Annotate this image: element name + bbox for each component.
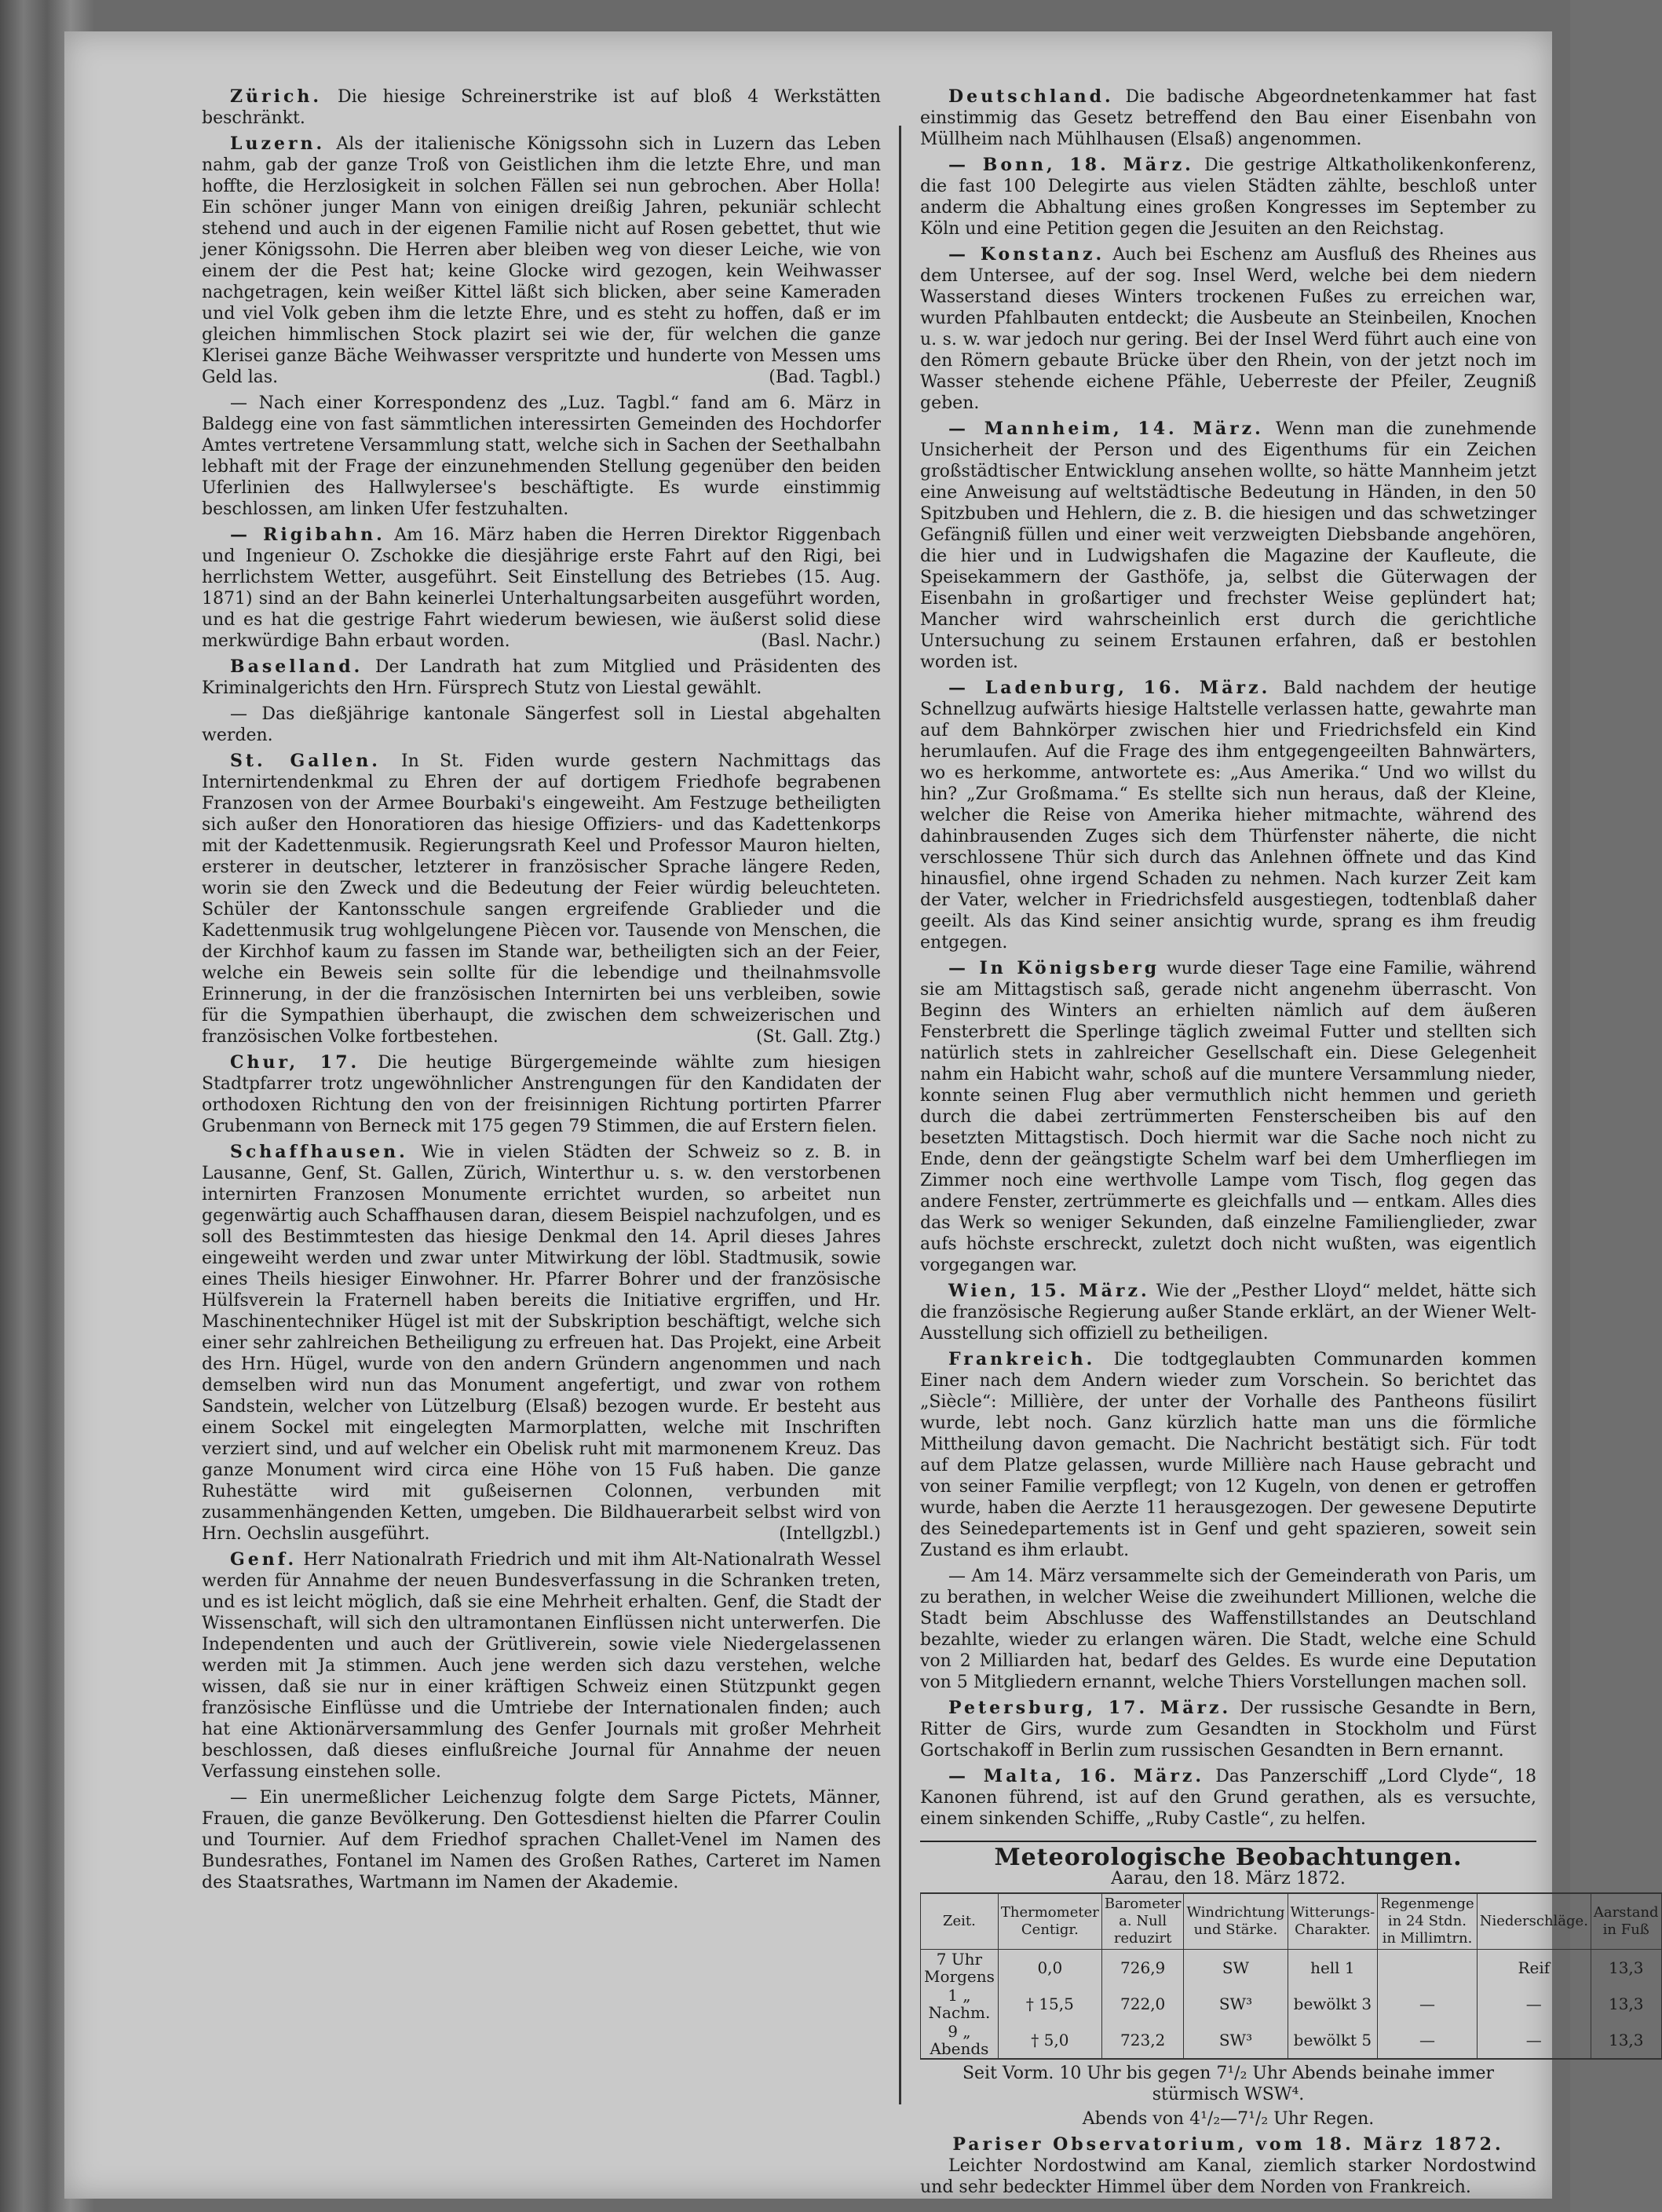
article-chur: Chur, 17. Die heutige Bürgergemeinde wählte zum hiesigen Stadtpfarrer trotz ungewöhnlicher Anstrengungen für den Kandidaten der orthodoxen Richtung den von der freisinnigen Richtung portirten Pfarrer Grubenmann von Berneck mit 175 gegen 79 Stimmen, die auf Erstern fielen.	[202, 1052, 881, 1136]
weather-cell: Reif	[1477, 1950, 1591, 1987]
article-bonn: — Bonn, 18. März. Die gestrige Altkatholikenkonferenz, die fast 100 Delegirte aus vielen Städten zählte, beschloß unter anderm die Abhaltung eines großen Kongresses im September zu Köln und eine Petition gegen die Jesuiten an den Reichstag.	[920, 155, 1536, 239]
weather-cell: 726,9	[1101, 1950, 1184, 1987]
paris-observatory-title: Pariser Observatorium, vom 18. März 1872.	[952, 2134, 1504, 2155]
column-rule	[899, 126, 901, 2104]
weather-cell: SW	[1184, 1950, 1288, 1987]
weather-cell: 13,3	[1591, 1986, 1661, 2022]
weather-cell: 13,3	[1591, 2022, 1661, 2059]
weather-cell: bewölkt 5	[1288, 2022, 1378, 2059]
article-paris-gemeinderath: — Am 14. März versammelte sich der Gemeinderath von Paris, um zu berathen, in welcher Weise die zweihundert Millionen, welche die Stadt beim Abschlusse des Waffenstillstandes an Deutschland bezahlte, wieder zu erlangen wären. Die Stadt, welche eine Schuld von 2 Milliarden hat, bedarf des Geldes. Es wurde eine Deputation von 5 Mitgliedern ernannt, welche Thiers Vorstellungen machen soll.	[920, 1567, 1536, 1692]
weather-cell: —	[1477, 2022, 1591, 2059]
weather-cell: —	[1477, 1986, 1591, 2022]
article-mannheim: — Mannheim, 14. März. Wenn man die zunehmende Unsicherheit der Person und des Eigenthums für ein Zeichen großstädtischer Entwicklung ansehen wollte, so hätte Mannheim jetzt eine Anweisung auf weltstädtische Bedeutung in Händen, in den 50 Spitzbuben und Hehlern, die z. B. die hiesigen und das schwetzinger Gefängniß füllen und einer weit verzweigten Diebsbande angehören, die hier und in Ludwigshafen die Magazine der Kaufleute, die Speisekammern der Gasthöfe, ja, selbst die Güterwagen der Eisenbahn in großartiger und frechster Weise geplündert hat; Mancher wird wahrscheinlich erst durch die gerichtliche Untersuchung zu seinem Erstaunen erfahren, daß er bestohlen worden ist.	[920, 419, 1536, 672]
weather-row	[921, 1986, 1662, 2022]
weather-header: Regenmenge in 24 Stdn. in Millimtrn.	[1378, 1893, 1477, 1950]
weather-subtitle: Aarau, den 18. März 1872.	[1111, 1869, 1346, 1888]
article-zuerich: Zürich. Die hiesige Schreinerstrike ist auf bloß 4 Werkstätten beschränkt.	[202, 86, 881, 128]
article-malta: — Malta, 16. März. Das Panzerschiff „Lord Clyde“, 18 Kanonen führend, ist auf den Grund gerathen, als es versuchte, einem sinkenden Schiffe, „Ruby Castle“, zu helfen.	[920, 1766, 1536, 1829]
article-petersburg: Petersburg, 17. März. Der russische Gesandte in Bern, Ritter de Girs, wurde zum Gesandten in Stockholm und Fürst Gortschakoff in Berlin zum russischen Gesandten in Bern ernannt.	[920, 1698, 1536, 1760]
weather-cell: 0,0	[998, 1950, 1101, 1987]
weather-cell: SW³	[1184, 2022, 1288, 2059]
article-luzern: Luzern. Als der italienische Königssohn sich in Luzern das Leben nahm, gab der ganze Troß von Geistlichen ihm die letzte Ehre, und man hoffte, die Herzlosigkeit in solchen Fällen sei nun gebrochen. Aber Holla! Ein schöner junger Mann von einigen dreißig Jahren, pekuniär schlecht stehend und auch in der eigenen Familie nicht auf Rosen gebettet, thut wie jener Königssohn. Die Herren aber bleiben weg von dieser Leiche, wie von einem der die Pest hat; keine Glocke wird gezogen, kein Weihwasser nachgetragen, kein weißer Kittel läßt sich blicken, aber seine Kameraden und viel Volk geben ihm die letzte Ehre, und es steht zu hoffen, daß er im gleichen himmlischen Stock plazirt sei wie der, für welchen die ganze Klerisei ganze Bäche Weihwasser verspritzte und hunderte von Messen ums Geld las. (Bad. Tagbl.)	[202, 133, 881, 387]
newspaper-page	[64, 31, 1659, 2199]
weather-header: Zeit.	[921, 1893, 999, 1950]
weather-cell: 723,2	[1101, 2022, 1184, 2059]
weather-cell: † 5,0	[998, 2022, 1101, 2059]
article-st-gallen: St. Gallen. In St. Fiden wurde gestern Nachmittags das Internirtendenkmal zu Ehren der auf dortigem Friedhofe begrabenen Franzosen von der Armee Bourbaki's eingeweiht. Am Festzuge betheiligten sich außer den Honoratioren das hiesige Offiziers- und das Kadettenkorps mit der Kadettenmusik. Regierungsrath Keel und Professor Mauron hielten, ersterer in deutscher, letzterer in französischer Sprache längere Reden, worin sie den Zweck und die Bedeutung der Feier würdig beleuchteten. Schüler der Kantonsschule sangen ergreifende Grablieder und die Kadettenmusik trug wohlgelungene Piècen vor. Tausende von Menschen, die der Kirchhof kaum zu fassen im Stande war, betheiligten sich an der Feier, welche ein Beweis sein sollte für die lebendige und theilnahmsvolle Erinnerung, in der die französischen Internirten bei uns verbleiben, sowie für die Sympathien überhaupt, die zwischen dem schweizerischen und französischen Volke fortbestehen. (St. Gall. Ztg.)	[202, 751, 882, 1047]
article-baselland-saengerfest: — Das dießjährige kantonale Sängerfest soll in Liestal abgehalten werden.	[202, 704, 881, 745]
weather-section	[920, 1841, 1659, 2198]
left-column	[202, 86, 881, 2167]
weather-cell	[1378, 1950, 1477, 1987]
article-genf-leichenzug: — Ein unermeßlicher Leichenzug folgte dem Sarge Pictets, Männer, Frauen, die ganze Bevölkerung. Den Gottesdienst hielten die Pfarrer Coulin und Tournier. Auf dem Friedhof sprachen Challet-Venel im Namen des Bundesrathes, Fontanel im Namen des Großen Rathes, Carteret im Namen des Staatsrathes, Wartmann im Namen der Akademie.	[202, 1788, 881, 1892]
weather-header: Aarstand in Fuß	[1591, 1893, 1661, 1950]
article-genf: Genf. Herr Nationalrath Friedrich und mit ihm Alt-Nationalrath Wessel werden für Annahme der neuen Bundesverfassung in die Schranken treten, und es ist leicht möglich, daß sie eine Mehrheit erhalten. Genf, die Stadt der Wissenschaft, will sich den ultramontanen Einflüssen nicht unterwerfen. Die Independenten und auch der Grütliverein, sowie viele Niedergelassenen werden mit Ja stimmen. Auch jene werden sich dazu verstehen, welche wissen, daß sie nur in einer kräftigen Schweiz einen Stützpunkt gegen französische Einflüsse und die Umtriebe der Internationalen finden; auch hat eine Aktionärversammlung des Genfer Journals mit großer Mehrheit beschlossen, daß dieses einflußreiche Journal für Annahme der neuen Verfassung einstehen solle.	[202, 1549, 881, 1782]
weather-title: Meteorologische Beobachtungen.	[994, 1844, 1463, 1871]
article-ladenburg: — Ladenburg, 16. März. Bald nachdem der heutige Schnellzug aufwärts hiesige Haltstelle verlassen hatte, gewahrte man auf dem Bahnkörper zwischen hier und Friedrichsfeld ein Kind herumlaufen. Auf die Frage des ihm entgegengeeilten Bahnwärters, wo es herkomme, antwortete es: „Aus Amerika.“ Und wo willst du hin? „Zur Großmama.“ Es stellte sich nun heraus, daß der Kleine, welcher die Reise von Amerika hieher mitmachte, während des dahinbrausenden Zuges sich dem Thürfenster näherte, die nicht verschlossene Thür sich durch das Anlehnen öffnete und das Kind hinausfiel, ohne irgend Schaden zu nehmen. Nach kurzer Zeit kam der Vater, welcher in Friedrichsfeld ausgestiegen, todtenblaß daher geeilt. Als das Kind seiner ansichtig wurde, sprang es ihm freudig entgegen.	[920, 678, 1536, 952]
weather-header: Barometer a. Null reduzirt	[1101, 1893, 1184, 1950]
article-baselland: Baselland. Der Landrath hat zum Mitglied und Präsidenten des Kriminalgerichts den Hrn. Fürsprech Stutz von Liestal gewählt.	[202, 656, 882, 698]
weather-row	[921, 2022, 1662, 2059]
weather-footer-1: Seit Vorm. 10 Uhr bis gegen 7¹/₂ Uhr Abends beinahe immer stürmisch WSW⁴.	[962, 2064, 1495, 2104]
weather-cell: 722,0	[1101, 1986, 1184, 2022]
weather-row	[921, 1950, 1662, 1987]
weather-header: Niederschläge.	[1477, 1893, 1591, 1950]
weather-cell: hell 1	[1288, 1950, 1378, 1987]
weather-cell: —	[1378, 2022, 1477, 2059]
article-konstanz: — Konstanz. Auch bei Eschenz am Ausfluß des Rheines aus dem Untersee, auf der sog. Insel Werd, welche bei dem niedern Wasserstand dieses Winters trockenen Fußes zu erreichen war, wurden Pfahlbauten entdeckt; die Ausbeute an Steinbeilen, Knochen u. s. w. war jedoch nur gering. Bei der Insel Werd führt auch eine von den Römern gebaute Brücke über den Rhein, von der jetzt noch im Wasser stehende eichene Pfähle, Ueberreste der Pfeiler, Zeugniß geben.	[920, 244, 1536, 413]
article-koenigsberg: — In Königsberg wurde dieser Tage eine Familie, während sie am Mittagstisch saß, gerade nicht angenehm überrascht. Von Beginn des Winters an erhielten nämlich auf dem äußeren Fensterbrett die Sperlinge täglich zweimal Futter und stellten sich natürlich stets in zahlreicher Gesellschaft ein. Diese Gelegenheit nahm ein Habicht wahr, schoß auf die muntere Versammlung nieder, konnte seinen Flug aber vermuthlich nicht hemmen und gerieth durch die dabei zertrümmerten Fensterscheiben bis auf den besetzten Mittagstisch. Doch hiermit war die Sache noch nicht zu Ende, denn der geängstigte Schelm warf bei dem Umherfliegen im Zimmer noch eine werthvolle Lampe vom Tisch, flog gegen das andere Fenster, zertrümmerte es gleichfalls und — entkam. Alles dies das Werk so weniger Sekunden, daß einzelne Familienglieder, zwar aufs höchste erschreckt, zuletzt doch nicht wußten, was eigentlich vorgegangen war.	[920, 958, 1536, 1275]
article-rigibahn: — Rigibahn. Am 16. März haben die Herren Direktor Riggenbach und Ingenieur O. Zschokke die diesjährige erste Fahrt auf den Rigi, bei herrlichstem Wetter, ausgeführt. Seit Einstellung des Betriebes (15. Aug. 1871) sind an der Bahn keinerlei Unterhaltungsarbeiten ausgeführt worden, und es hat die gestrige Fahrt wiederum bewiesen, wie äußerst solid diese merkwürdige Bahn erbaut worden. (Basl. Nachr.)	[202, 525, 882, 651]
article-schaffhausen: Schaffhausen. Wie in vielen Städten der Schweiz so z. B. in Lausanne, Genf, St. Gallen, Zürich, Winterthur u. s. w. den verstorbenen internirten Franzosen Monumente errichtet wurden, so arbeitet nun gegenwärtig auch Schaffhausen daran, diesem Beispiel nachzufolgen, und es soll des Bestimmtesten das hiesige Denkmal den 14. April dieses Jahres eingeweiht werden und zwar unter Mitwirkung der löbl. Stadtmusik, sowie eines Theils hiesiger Einwohner. Hr. Pfarrer Bohrer und der französische Hülfsverein la Fraternell haben bereits die Initiative ergriffen, und Hr. Maschinentechniker Hügel ist mit der Subskription beschäftigt, welche sich einer sehr zahlreichen Betheiligung zu erfreuen hat. Das Projekt, eine Arbeit des Hrn. Hügel, wurde von den andern Gründern angenommen und nach demselben wird nun das Monument angefertigt, und zwar von rothem Sandstein, welcher von Lützelburg (Elsaß) bezogen wurde. Er besteht aus einem Sockel mit eingelegten Marmorplatten, welche mit Inschriften verziert sind, und auf welcher ein Obelisk ruht mit marmonenem Kreuz. Das ganze Monument wird circa eine Höhe von 15 Fuß haben. Die ganze Ruhestätte wird mit gußeisernen Colonnen, verbunden mit zusammenhängenden Ketten, umgeben. Die Bildhauerarbeit selbst wird von Hrn. Oechslin ausgeführt. (Intellgzbl.)	[202, 1142, 881, 1544]
weather-header: Thermometer Centigr.	[998, 1893, 1101, 1950]
weather-cell: 1 „ Nachm.	[921, 1986, 999, 2022]
article-wien: Wien, 15. März. Wie der „Pesther Lloyd“ meldet, hätte sich die französische Regierung außer Stande erklärt, an der Wiener Welt-Ausstellung sich offiziell zu betheiligen.	[920, 1281, 1537, 1344]
weather-cell: † 15,5	[998, 1986, 1101, 2022]
article-frankreich: Frankreich. Die todtgeglaubten Communarden kommen Einer nach dem Andern wieder zum Vorschein. So berichtet das „Siècle“: Millière, der unter der Vorhalle des Pantheons füsilirt wurde, lebt noch. Ganz kürzlich hatte man uns die förmliche Mittheilung davon gemacht. Die Nachricht bestätigt sich. Für todt auf dem Platze gelassen, wurde Millière nach Hause gebracht und von seiner Familie verpflegt; von 12 Kugeln, von denen er getroffen wurde, haben die Aerzte 11 herausgezogen. Der gewesene Deputirte des Seinedepartements ist in Genf und geht spazieren, soweit sein Zustand es ihm erlaubt.	[920, 1349, 1536, 1560]
weather-footer-2: Abends von 4¹/₂—7¹/₂ Uhr Regen.	[1082, 2109, 1375, 2129]
weather-cell: 13,3	[1591, 1950, 1661, 1987]
weather-cell: —	[1378, 1986, 1477, 2022]
article-luzern-seethalbahn: — Nach einer Korrespondenz des „Luz. Tagbl.“ fand am 6. März in Baldegg eine von fast sämmtlichen interessirten Gemeinden des Hochdorfer Amtes vertretene Versammlung statt, welche sich in Sachen der Seethalbahn lebhaft mit der Frage der einzunehmenden Stellung gegenüber den beiden Uferlinien des Hallwylersee's beschäftigte. Es wurde einstimmig beschlossen, am linken Ufer festzuhalten.	[202, 393, 881, 519]
weather-header: Witterungs-Charakter.	[1288, 1893, 1378, 1950]
paris-observatory-text: Leichter Nordostwind am Kanal, ziemlich starker Nordostwind und sehr bedeckter Himmel über dem Norden von Frankreich.	[920, 2156, 1536, 2197]
article-deutschland: Deutschland. Die badische Abgeordnetenkammer hat fast einstimmig das Gesetz betreffend den Bau einer Eisenbahn von Müllheim nach Mühlhausen (Elsaß) angenommen.	[920, 86, 1536, 149]
weather-cell: SW³	[1184, 1986, 1288, 2022]
weather-cell: bewölkt 3	[1288, 1986, 1378, 2022]
weather-cell: 9 „ Abends	[921, 2022, 999, 2059]
weather-header-row	[921, 1893, 1662, 1950]
weather-header: Windrichtung und Stärke.	[1184, 1893, 1288, 1950]
weather-cell: 7 Uhr Morgens	[921, 1950, 999, 1987]
weather-table	[920, 1892, 1662, 2060]
right-column	[920, 86, 1659, 2197]
